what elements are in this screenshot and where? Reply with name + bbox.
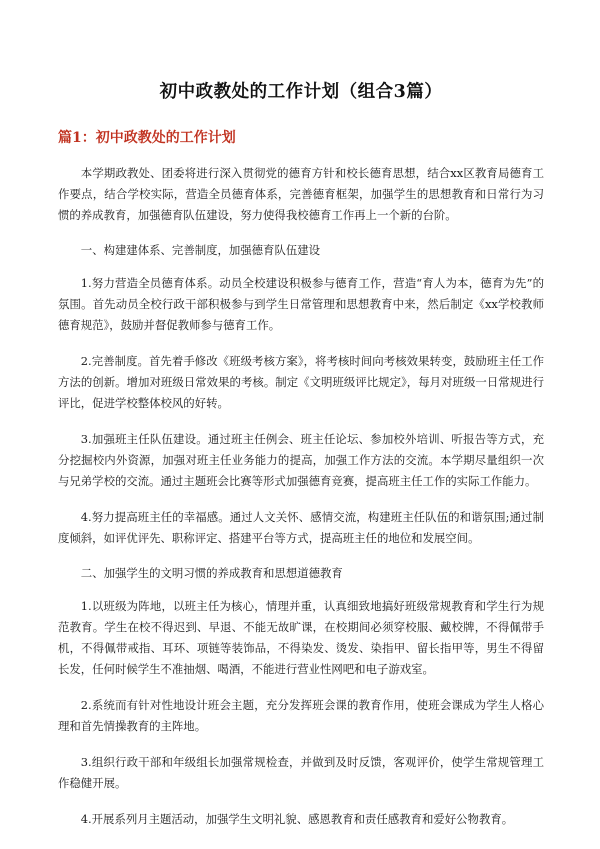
paragraph-6: 2.系统而有针对性地设计班会主题，充分发挥班会课的教育作用，使班会课成为学生人格心理和首先情操教育的主阵地。 [58, 698, 544, 733]
paragraph-8: 4.开展系列月主题活动，加强学生文明礼貌、感恩教育和责任感教育和爱好公物教育。 [80, 812, 514, 826]
paragraph-1: 1.努力营造全员德育体系。动员全校建设积极参与德育工作，营造“育人为本，德育为先”的氛围。首先动员全校行政干部积极参与到学生日常管理和思想教育中来，然后制定《xx学校教师德育规范》，鼓励并督促教师参与德育工作。 [58, 276, 544, 332]
paragraph-7: 3.组织行政干部和年级组长加强常规检查，并做到及时反馈，客观评价，使学生常规管理工作稳健开展。 [58, 755, 544, 790]
document-title: 初中政教处的工作计划（组合3篇） [159, 82, 443, 102]
section-heading-1: 一、构建建体系、完善制度，加强德育队伍建设 [80, 243, 321, 257]
intro-paragraph: 本学期政教处、团委将进行深入贯彻党的德育方针和校长德育思想，结合xx区教育局德育工作要点，结合学校实际，营造全员德育体系，完善德育框架，加强学生的思想教育和日常行为习惯的养成教育，加强德育队伍建设，努力使得我校德育工作再上一个新的台阶。 [58, 166, 544, 222]
paragraph-4: 4.努力提高班主任的幸福感。通过人文关怀、感情交流，构建班主任队伍的和谐氛围;通过制度倾斜，如评优评先、职称评定、搭建平台等方式，提高班主任的地位和发展空间。 [58, 510, 544, 545]
section-heading-2: 二、加强学生的文明习惯的养成教育和思想道德教育 [80, 566, 343, 580]
paragraph-3: 3.加强班主任队伍建设。通过班主任例会、班主任论坛、参加校外培训、听报告等方式，充分挖掘校内外资源，加强对班主任业务能力的提高，加强工作方法的交流。本学期尽量组织一次与兄弟学校的交流。通过主题班会比赛等形式加强德育竞赛，提高班主任工作的实际工作能力。 [58, 432, 544, 488]
paragraph-5: 1.以班级为阵地，以班主任为核心，情理并重，认真细致地搞好班级常规教育和学生行为规范教育。学生在校不得迟到、早退、不能无故旷课，在校期间必须穿校服、戴校牌，不得佩带手机，不得佩带戒指、耳环、项链等装饰品，不得染发、烫发、染指甲、留长指甲等，男生不得留长发，任何时候学生不准抽烟、喝酒，不能进行营业性网吧和电子游戏室。 [58, 599, 544, 676]
paragraph-2: 2.完善制度。首先着手修改《班级考核方案》，将考核时间向考核效果转变，鼓励班主任工作方法的创新。增加对班级日常效果的考核。制定《文明班级评比规定》，每月对班级一日常规进行评比，促进学校整体校风的好转。 [58, 354, 544, 410]
section-title: 篇1：初中政教处的工作计划 [58, 130, 236, 146]
